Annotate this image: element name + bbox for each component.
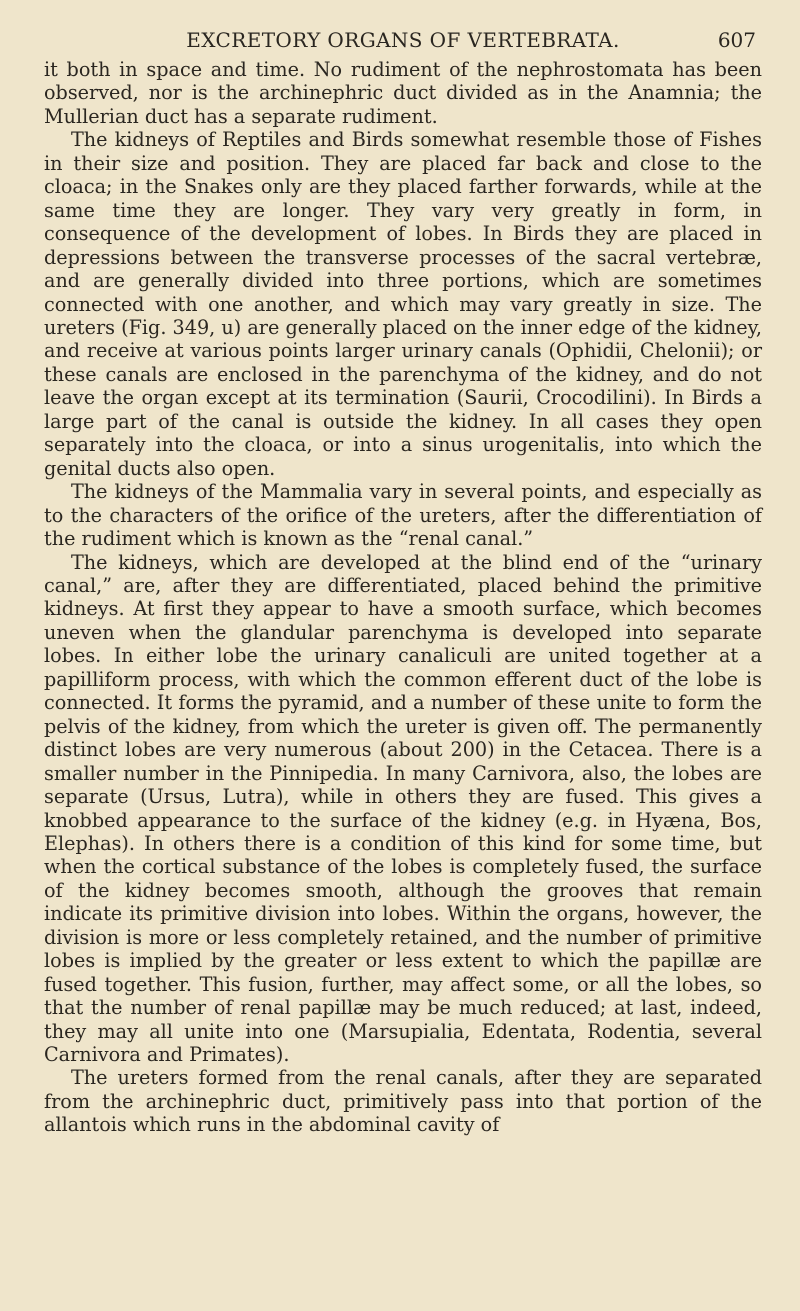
- running-title: EXCRETORY ORGANS OF VERTEBRATA.: [186, 28, 620, 52]
- body-text: [44, 58, 762, 1137]
- paragraph-ureters: The ureters formed from the renal canals, after they are separated from the archinephric duct, primitively pass into that portion of the allantois which runs in the abdominal cavity of: [44, 1066, 762, 1137]
- page-number: 607: [717, 28, 756, 52]
- paragraph-kidney-lobes: The kidneys, which are developed at the blind end of the “urinary canal,” are, after they are differentiated, placed behind the primitive kidneys. At first they appear to have a smooth surface, which becomes uneven when the glandular parenchyma is developed into separate lobes. In either lobe the urinary canaliculi are united together at a papilliform process, with which the common efferent duct of the lobe is connected. It forms the pyramid, and a number of these unite to form the pelvis of the kidney, from which the ureter is given off. The permanently distinct lobes are very numerous (about 200) in the Cetacea. There is a smaller number in the Pinnipedia. In many Carnivora, also, the lobes are separate (Ursus, Lutra), while in others they are fused. This gives a knobbed appearance to the surface of the kidney (e.g. in Hyæna, Bos, Elephas). In others there is a condition of this kind for some time, but when the cortical substance of the lobes is completely fused, the surface of the kidney becomes smooth, although the grooves that remain indicate its primitive division into lobes. Within the organs, however, the division is more or less completely retained, and the number of primitive lobes is implied by the greater or less extent to which the papillæ are fused together. This fusion, further, may affect some, or all the lobes, so that the number of renal papillæ may be much reduced; at last, indeed, they may all unite into one (Marsupialia, Edentata, Rodentia, several Carnivora and Primates).: [44, 550, 762, 1067]
- paragraph-continued: it both in space and time. No rudiment of the nephrostomata has been observed, nor is the archinephric duct divided as in the Anamnia; the Mullerian duct has a separate rudiment.: [44, 58, 762, 128]
- paragraph-reptiles-birds: The kidneys of Reptiles and Birds somewhat resemble those of Fishes in their size and position. They are placed far back and close to the cloaca; in the Snakes only are they placed farther forwards, while at the same time they are longer. They vary very greatly in form, in consequence of the development of lobes. In Birds they are placed in depressions between the transverse processes of the sacral vertebræ, and are generally divided into three portions, which are sometimes connected with one another, and which may vary greatly in size. The ureters (Fig. 349, u) are generally placed on the inner edge of the kidney, and receive at various points larger urinary canals (Ophidii, Chelonii); or these canals are enclosed in the parenchyma of the kidney, and do not leave the organ except at its termination (Saurii, Crocodilini). In Birds a large part of the canal is outside the kidney. In all cases they open separately into the cloaca, or into a sinus urogenitalis, into which the genital ducts also open.: [44, 128, 762, 480]
- paragraph-mammalia: The kidneys of the Mammalia vary in several points, and especially as to the characters of the orifice of the ureters, after the differentiation of the rudiment which is known as the “renal canal.”: [44, 480, 762, 551]
- running-header: [44, 0, 762, 58]
